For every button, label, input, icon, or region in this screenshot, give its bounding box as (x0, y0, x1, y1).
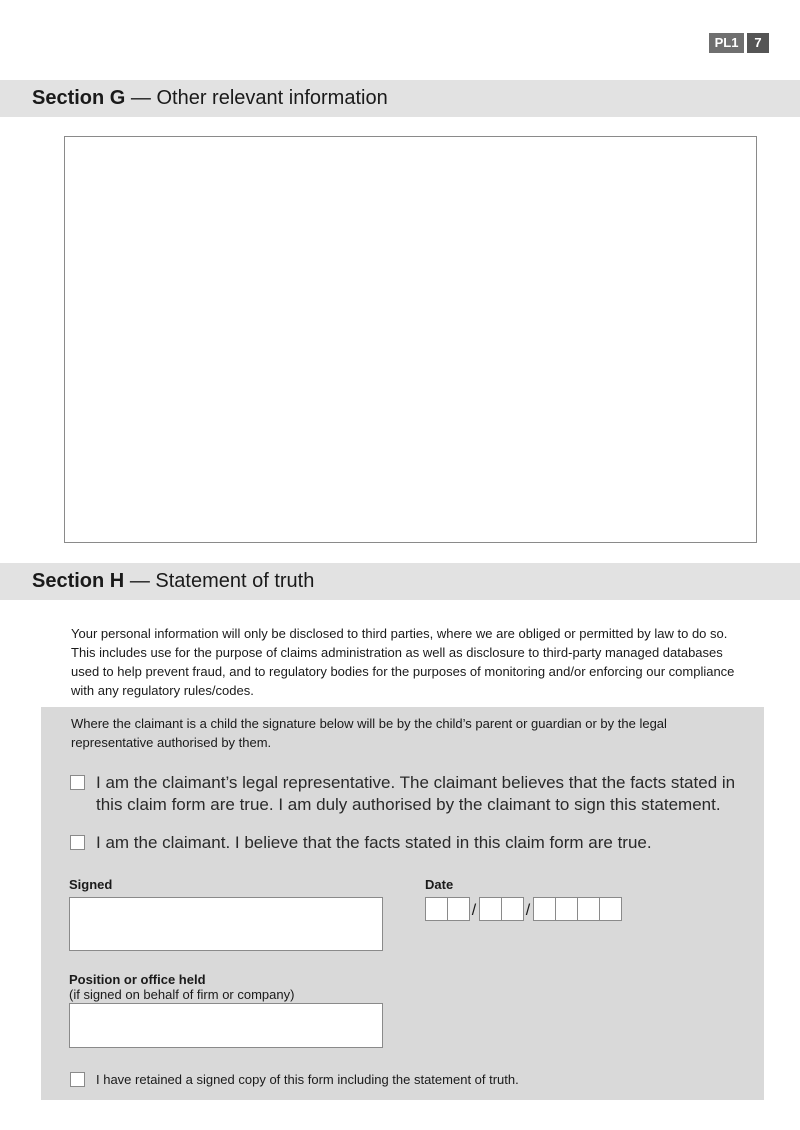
retained-copy-checkbox[interactable] (70, 1072, 85, 1087)
date-month-digit-2[interactable] (501, 897, 524, 921)
claimant-checkbox[interactable] (70, 835, 85, 850)
form-code-badge: PL1 (709, 33, 744, 53)
date-field (425, 897, 621, 921)
date-separator: / (525, 902, 531, 919)
date-separator: / (471, 902, 477, 919)
signed-label: Signed (69, 877, 113, 892)
section-h-label: Section H (32, 570, 125, 592)
legal-representative-checkbox[interactable] (70, 775, 85, 790)
date-year-digit-4[interactable] (599, 897, 622, 921)
section-g-header (0, 80, 800, 117)
section-g-label: Section G (32, 87, 126, 109)
position-label: Position or office held (69, 972, 206, 987)
section-h-header (0, 563, 800, 600)
date-day-digit-2[interactable] (447, 897, 470, 921)
section-g-title: Other relevant information (156, 87, 388, 109)
section-g-dash: — (130, 87, 151, 109)
child-claimant-note: Where the claimant is a child the signature below will be by the child’s parent or guardian or by the legal representative authorised by them. (71, 716, 667, 750)
date-month-digit-1[interactable] (479, 897, 502, 921)
claimant-statement: I am the claimant. I believe that the facts stated in this claim form are true. (96, 833, 652, 852)
signature-field[interactable] (69, 897, 383, 951)
date-year-digit-1[interactable] (533, 897, 556, 921)
date-year-digit-2[interactable] (555, 897, 578, 921)
section-h-title: Statement of truth (155, 570, 315, 592)
date-label: Date (425, 877, 454, 892)
position-field[interactable] (69, 1003, 383, 1048)
legal-representative-statement: I am the claimant’s legal representative. The claimant believes that the facts stated in this claim form are true. I am duly authorised by the claimant to sign this statement. (96, 773, 736, 814)
date-day-digit-1[interactable] (425, 897, 448, 921)
page-number-badge: 7 (747, 33, 769, 53)
retained-copy-label: I have retained a signed copy of this form including the statement of truth. (96, 1072, 519, 1087)
privacy-notice: Your personal information will only be disclosed to third parties, where we are obliged or permitted by law to do so. This includes use for the purpose of claims administration as well as disclosure to third-party managed databases used to help prevent fraud, and to regulatory bodies for the purposes of monitoring and/or enforcing our compliance with any regulatory rules/codes. (71, 626, 735, 698)
date-year-digit-3[interactable] (577, 897, 600, 921)
section-h-dash: — (129, 570, 150, 592)
other-information-textbox[interactable] (64, 136, 757, 543)
position-sublabel: (if signed on behalf of firm or company) (69, 987, 295, 1002)
